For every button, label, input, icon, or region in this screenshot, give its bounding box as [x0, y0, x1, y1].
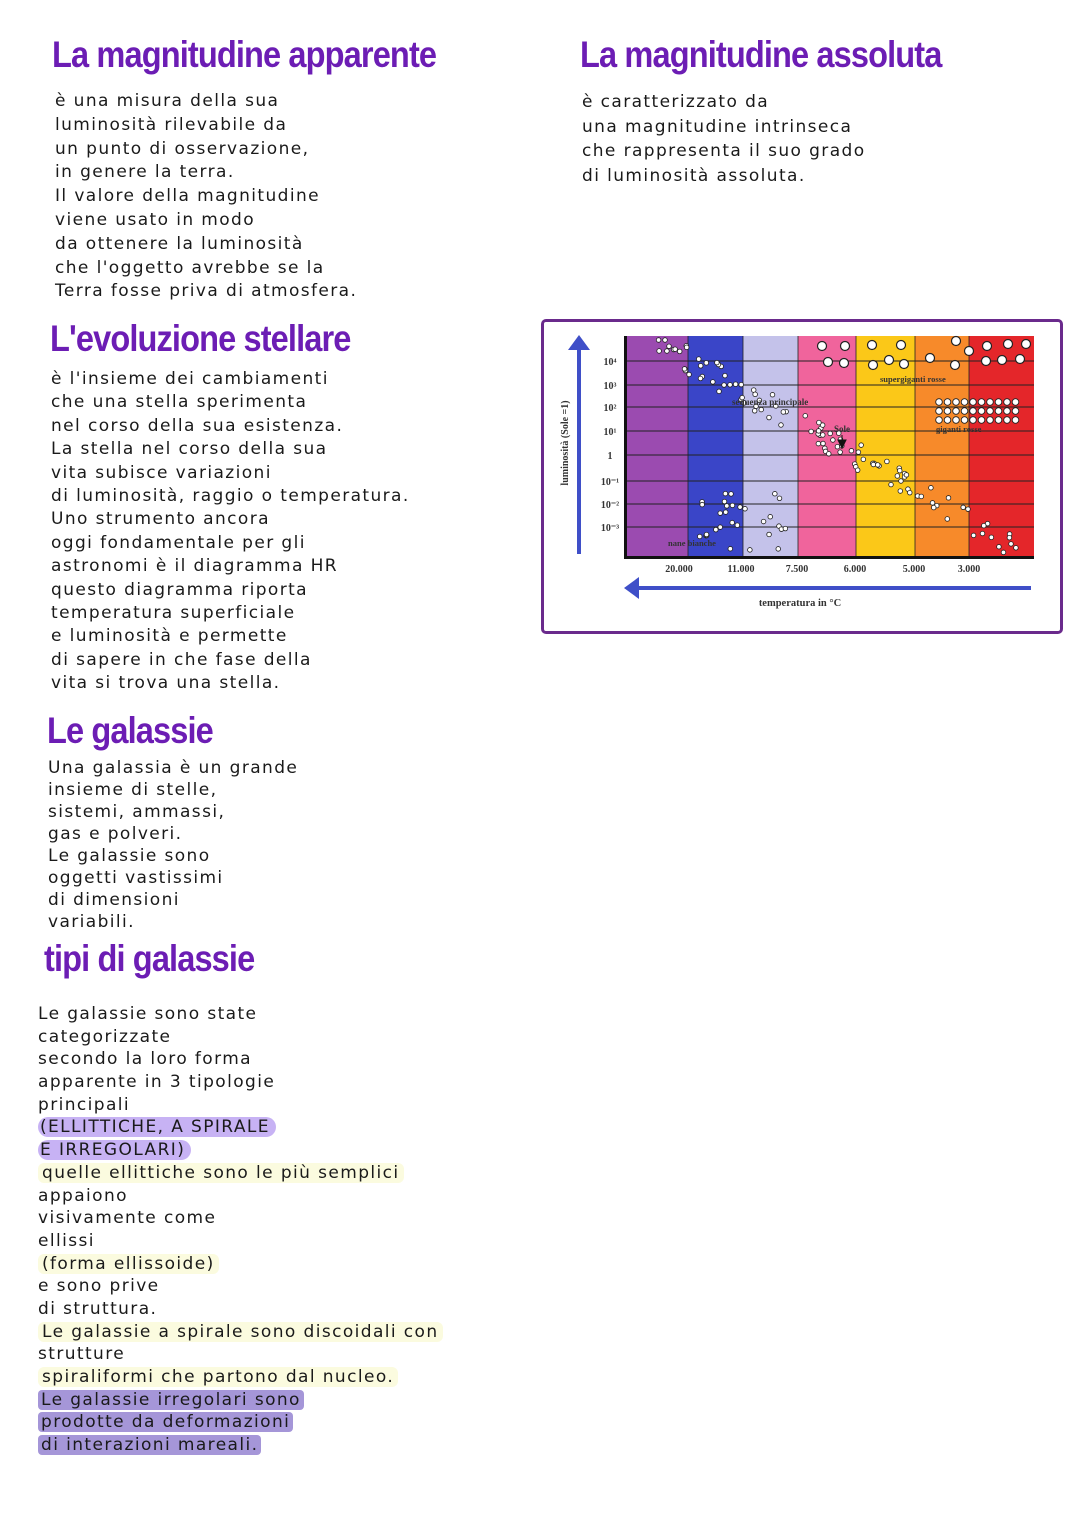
- heading-magnitudine-assoluta: La magnitudine assoluta: [580, 34, 942, 75]
- text-evoluzione-stellare: [51, 368, 410, 695]
- giant-star-dot: [978, 399, 985, 406]
- star-dot: [781, 410, 786, 415]
- text-line: [48, 911, 298, 933]
- supergiant-star-dot: [840, 359, 849, 368]
- y-tick-label: 10²: [603, 403, 617, 414]
- text-line-content: viene usato in modo: [55, 209, 256, 230]
- text-line: [38, 1389, 443, 1412]
- y-tick-label: 10⁻¹: [600, 477, 620, 488]
- star-dot: [783, 526, 788, 531]
- text-line-content: che l'oggetto avrebbe se la: [55, 257, 325, 278]
- text-line-content: sistemi, ammassi,: [48, 802, 226, 822]
- text-magnitudine-apparente: [55, 90, 357, 304]
- giant-star-dot: [1012, 408, 1019, 415]
- text-line-content: è caratterizzato da: [582, 92, 770, 112]
- star-dot: [828, 431, 833, 436]
- star-dot: [885, 459, 890, 464]
- text-line: [38, 1094, 443, 1117]
- text-line: [38, 1343, 443, 1366]
- text-line-content: categorizzate: [38, 1026, 172, 1047]
- text-line: [38, 1026, 443, 1049]
- star-dot: [673, 347, 678, 352]
- text-line: [55, 280, 357, 304]
- star-dot: [684, 345, 689, 350]
- star-dot: [945, 517, 950, 522]
- text-line: [38, 1048, 443, 1071]
- temperature-band: [969, 336, 1034, 558]
- text-line-content: apparente in 3 tipologie: [38, 1072, 276, 1093]
- text-line: [38, 1003, 443, 1026]
- supergiant-star-dot: [983, 342, 992, 351]
- text-line: [48, 801, 298, 823]
- star-dot: [724, 504, 729, 509]
- x-tick-label: 7.500: [785, 564, 809, 575]
- text-line: [51, 485, 410, 508]
- star-dot: [682, 367, 687, 372]
- star-dot: [743, 506, 748, 511]
- star-dot: [722, 499, 727, 504]
- text-line-content: da ottenere la luminosità: [55, 233, 304, 254]
- text-line-content: prodotte da deformazioni: [38, 1412, 293, 1432]
- star-dot: [767, 532, 772, 537]
- text-line: [38, 1321, 443, 1344]
- star-dot: [856, 450, 861, 455]
- star-dot: [735, 523, 740, 528]
- text-tipi-di-galassie: [38, 1003, 443, 1457]
- text-line: [38, 1116, 443, 1139]
- text-line-content: oggi fondamentale per gli: [51, 532, 306, 553]
- star-dot: [816, 429, 821, 434]
- text-line-content: quelle ellittiche sono le più semplici: [38, 1163, 404, 1183]
- text-line: [51, 625, 410, 648]
- x-tick-label: 3.000: [957, 564, 981, 575]
- text-line-content: (ELLITTICHE, A SPIRALE: [38, 1117, 276, 1137]
- text-line: [55, 161, 357, 185]
- star-dot: [997, 544, 1002, 549]
- label-sequenza-principale: sequenza principale: [732, 397, 809, 407]
- giant-star-dot: [1004, 408, 1011, 415]
- text-line-content: è una misura della sua: [55, 91, 280, 111]
- temperature-band: [856, 336, 915, 558]
- label-nane-bianche: nane bianche: [668, 538, 716, 548]
- y-tick-label: 10⁴: [603, 357, 617, 368]
- star-dot: [875, 463, 880, 468]
- text-line: [48, 779, 298, 801]
- star-dot: [733, 382, 738, 387]
- giant-star-dot: [987, 399, 994, 406]
- text-line: [55, 209, 357, 233]
- text-line-content: Una galassia è un grande: [48, 758, 299, 778]
- star-dot: [663, 338, 668, 343]
- hr-diagram-svg: [544, 322, 1060, 631]
- text-line: [38, 1230, 443, 1253]
- text-line-content: principali: [38, 1094, 131, 1115]
- x-tick-label: 11.000: [727, 564, 755, 575]
- star-dot: [777, 496, 782, 501]
- text-line: [51, 462, 410, 485]
- star-dot: [1014, 546, 1019, 551]
- text-line-content: Le galassie sono: [48, 846, 211, 866]
- text-line: [38, 1298, 443, 1321]
- star-dot: [761, 519, 766, 524]
- star-dot: [835, 444, 840, 449]
- x-axis-arrow-icon: [624, 577, 1031, 599]
- star-dot: [723, 510, 728, 515]
- text-line: [48, 867, 298, 889]
- text-line-content: vita subisce variazioni: [51, 462, 272, 483]
- text-line: [38, 1253, 443, 1276]
- star-dot: [715, 360, 720, 365]
- star-dot: [816, 441, 821, 446]
- text-line-content: un punto di osservazione,: [55, 138, 310, 159]
- text-line: [582, 90, 866, 115]
- text-line: [51, 555, 410, 578]
- text-line-content: astronomi è il diagramma HR: [51, 556, 338, 577]
- star-dot: [776, 547, 781, 552]
- text-line-content: Uno strumento ancora: [51, 509, 270, 530]
- text-line: [51, 391, 410, 414]
- x-tick-label: 20.000: [665, 564, 693, 575]
- text-line: [38, 1139, 443, 1162]
- heading-le-galassie: Le galassie: [47, 710, 213, 751]
- star-dot: [899, 479, 904, 484]
- star-dot: [929, 485, 934, 490]
- text-line: [582, 164, 866, 189]
- star-dot: [723, 491, 728, 496]
- giant-star-dot: [1012, 399, 1019, 406]
- star-dot: [714, 527, 719, 532]
- giant-star-dot: [978, 417, 985, 424]
- text-line-content: secondo la loro forma: [38, 1049, 252, 1070]
- text-line-content: di dimensioni: [48, 890, 180, 910]
- star-dot: [898, 489, 903, 494]
- supergiant-star-dot: [1004, 340, 1013, 349]
- text-line: [38, 1411, 443, 1434]
- giant-star-dot: [995, 408, 1002, 415]
- giant-star-dot: [961, 408, 968, 415]
- text-line: [51, 368, 410, 391]
- x-axis-label: temperatura in °C: [758, 598, 842, 609]
- giant-star-dot: [995, 417, 1002, 424]
- text-line: [51, 672, 410, 695]
- star-dot: [946, 496, 951, 501]
- text-line-content: e luminosità e permette: [51, 626, 288, 647]
- star-dot: [855, 468, 860, 473]
- text-line: [55, 114, 357, 138]
- text-line-content: di interazioni mareali.: [38, 1435, 261, 1455]
- text-line-content: Terra fosse priva di atmosfera.: [55, 281, 358, 302]
- text-line: [55, 233, 357, 257]
- star-dot: [821, 441, 826, 446]
- star-dot: [849, 448, 854, 453]
- star-dot: [752, 408, 757, 413]
- text-line: [55, 90, 357, 114]
- text-line-content: è l'insieme dei cambiamenti: [51, 369, 329, 389]
- star-dot: [722, 383, 727, 388]
- text-line: [48, 823, 298, 845]
- supergiant-star-dot: [824, 358, 833, 367]
- text-line: [51, 602, 410, 625]
- giant-star-dot: [953, 417, 960, 424]
- giant-star-dot: [1012, 417, 1019, 424]
- star-dot: [971, 533, 976, 538]
- text-line-content: visivamente come: [38, 1208, 217, 1229]
- supergiant-star-dot: [897, 341, 906, 350]
- star-dot: [1007, 535, 1012, 540]
- star-dot: [768, 514, 773, 519]
- star-dot: [696, 357, 701, 362]
- y-tick-label: 10³: [603, 381, 617, 392]
- text-line: [582, 115, 866, 140]
- giant-star-dot: [953, 408, 960, 415]
- temperature-band: [743, 336, 798, 558]
- giant-star-dot: [995, 399, 1002, 406]
- supergiant-star-dot: [982, 357, 991, 366]
- text-line: [38, 1071, 443, 1094]
- text-line: [38, 1207, 443, 1230]
- giant-star-dot: [936, 399, 943, 406]
- giant-star-dot: [936, 408, 943, 415]
- giant-star-dot: [970, 399, 977, 406]
- star-dot: [711, 380, 716, 385]
- star-dot: [826, 451, 831, 456]
- star-dot: [897, 468, 902, 473]
- text-line: [38, 1162, 443, 1185]
- text-line: [51, 415, 410, 438]
- star-dot: [859, 443, 864, 448]
- star-dot: [656, 338, 661, 343]
- giant-star-dot: [961, 399, 968, 406]
- heading-tipi-di-galassie: tipi di galassie: [44, 938, 255, 979]
- text-line: [51, 508, 410, 531]
- giant-star-dot: [987, 408, 994, 415]
- star-dot: [982, 523, 987, 528]
- star-dot: [728, 546, 733, 551]
- star-dot: [817, 420, 822, 425]
- text-line: [51, 438, 410, 461]
- star-dot: [738, 505, 743, 510]
- text-line-content: questo diagramma riporta: [51, 579, 308, 600]
- text-line-content: La stella nel corso della sua: [51, 439, 328, 460]
- text-le-galassie: [48, 757, 298, 933]
- text-line: [38, 1434, 443, 1457]
- hr-diagram: [541, 319, 1063, 634]
- text-line-content: strutture: [38, 1344, 126, 1365]
- text-line-content: Il valore della magnitudine: [55, 186, 320, 207]
- star-dot: [730, 520, 735, 525]
- star-dot: [718, 511, 723, 516]
- supergiant-star-dot: [1016, 355, 1025, 364]
- text-line-content: di struttura.: [38, 1298, 158, 1319]
- star-dot: [838, 450, 843, 455]
- star-dot: [907, 490, 912, 495]
- giant-star-dot: [944, 399, 951, 406]
- supergiant-star-dot: [900, 360, 909, 369]
- label-sole: Sole: [834, 424, 851, 434]
- star-dot: [980, 531, 985, 536]
- text-line: [48, 757, 298, 779]
- text-line-content: gas e polveri.: [48, 824, 183, 844]
- star-dot: [700, 502, 705, 507]
- supergiant-star-dot: [885, 356, 894, 365]
- y-tick-label: 10⁻²: [600, 500, 620, 511]
- star-dot: [895, 474, 900, 479]
- text-line: [51, 649, 410, 672]
- star-dot: [723, 373, 728, 378]
- star-dot: [759, 407, 764, 412]
- giant-star-dot: [944, 417, 951, 424]
- temperature-band: [626, 336, 688, 558]
- text-line-content: una magnitudine intrinseca: [582, 116, 853, 137]
- star-dot: [919, 494, 924, 499]
- star-dot: [966, 507, 971, 512]
- text-line: [55, 138, 357, 162]
- text-line-content: insieme di stelle,: [48, 780, 218, 800]
- text-line: [48, 889, 298, 911]
- text-line-content: di luminosità, raggio o temperatura.: [51, 485, 410, 506]
- text-line-content: Le galassie sono state: [38, 1004, 258, 1024]
- supergiant-star-dot: [841, 342, 850, 351]
- text-line-content: nel corso della sua esistenza.: [51, 415, 344, 436]
- giant-star-dot: [978, 408, 985, 415]
- supergiant-star-dot: [965, 347, 974, 356]
- star-dot: [687, 372, 692, 377]
- giant-star-dot: [970, 417, 977, 424]
- text-line: [38, 1366, 443, 1389]
- temperature-band: [915, 336, 969, 558]
- star-dot: [657, 349, 662, 354]
- star-dot: [961, 505, 966, 510]
- text-line: [48, 845, 298, 867]
- star-dot: [820, 433, 825, 438]
- text-line-content: temperatura superficiale: [51, 602, 296, 623]
- star-dot: [779, 423, 784, 428]
- supergiant-star-dot: [1022, 340, 1031, 349]
- heading-magnitudine-apparente: La magnitudine apparente: [52, 34, 437, 75]
- text-line: [55, 185, 357, 209]
- star-dot: [698, 363, 703, 368]
- text-line: [51, 532, 410, 555]
- y-tick-label: 10¹: [603, 427, 617, 438]
- giant-star-dot: [953, 399, 960, 406]
- text-line-content: spiraliformi che partono dal nucleo.: [38, 1367, 398, 1387]
- star-dot: [871, 462, 876, 467]
- text-line-content: in genere la terra.: [55, 162, 235, 183]
- text-line: [38, 1185, 443, 1208]
- text-magnitudine-assoluta: [582, 90, 866, 188]
- star-dot: [739, 382, 744, 387]
- giant-star-dot: [936, 417, 943, 424]
- star-dot: [831, 438, 836, 443]
- star-dot: [698, 376, 703, 381]
- text-line-content: E IRREGOLARI): [38, 1140, 191, 1160]
- star-dot: [889, 482, 894, 487]
- text-line: [55, 257, 357, 281]
- supergiant-star-dot: [998, 356, 1007, 365]
- star-dot: [667, 344, 672, 349]
- label-supergiganti-rosse: supergiganti rosse: [880, 374, 946, 384]
- star-dot: [728, 383, 733, 388]
- star-dot: [1009, 542, 1014, 547]
- star-dot: [704, 532, 709, 537]
- text-line-content: appaiono: [38, 1185, 128, 1206]
- text-line-content: vita si trova una stella.: [51, 673, 281, 694]
- star-dot: [730, 503, 735, 508]
- text-line-content: che una stella sperimenta: [51, 392, 308, 413]
- star-dot: [748, 548, 753, 553]
- supergiant-star-dot: [951, 361, 960, 370]
- giant-star-dot: [987, 417, 994, 424]
- star-dot: [704, 361, 709, 366]
- supergiant-star-dot: [818, 342, 827, 351]
- star-dot: [1001, 550, 1006, 555]
- star-dot: [931, 505, 936, 510]
- text-line-content: che rappresenta il suo grado: [582, 141, 866, 161]
- text-line-content: variabili.: [48, 912, 135, 932]
- y-tick-label: 10⁻³: [600, 523, 620, 534]
- heading-evoluzione-stellare: L'evoluzione stellare: [50, 318, 351, 359]
- text-line: [582, 139, 866, 164]
- y-axis-arrow-icon: [568, 335, 590, 554]
- text-line-content: Le galassie a spirale sono discoidali con: [38, 1322, 443, 1342]
- star-dot: [729, 492, 734, 497]
- text-line-content: di luminosità assoluta.: [582, 165, 806, 186]
- text-line-content: (forma ellissoide): [38, 1254, 219, 1274]
- giant-star-dot: [1004, 417, 1011, 424]
- giant-star-dot: [1004, 399, 1011, 406]
- supergiant-star-dot: [952, 337, 961, 346]
- text-line-content: e sono prive: [38, 1276, 160, 1297]
- text-line-content: ellissi: [38, 1230, 95, 1251]
- supergiant-star-dot: [868, 341, 877, 350]
- star-dot: [904, 473, 909, 478]
- star-dot: [665, 349, 670, 354]
- star-dot: [930, 501, 935, 506]
- text-line: [51, 579, 410, 602]
- text-line-content: oggetti vastissimi: [48, 868, 224, 888]
- supergiant-star-dot: [869, 361, 878, 370]
- star-dot: [861, 457, 866, 462]
- star-dot: [803, 413, 808, 418]
- y-axis-label: luminosità (Sole =1): [560, 400, 571, 486]
- label-giganti-rosse: giganti rosse: [936, 424, 982, 434]
- text-line-content: Le galassie irregolari sono: [38, 1390, 304, 1410]
- star-dot: [767, 415, 772, 420]
- x-tick-label: 6.000: [843, 564, 867, 575]
- text-line-content: di sapere in che fase della: [51, 649, 312, 670]
- y-tick-label: 1: [607, 451, 613, 462]
- star-dot: [809, 429, 814, 434]
- supergiant-star-dot: [926, 354, 935, 363]
- star-dot: [773, 491, 778, 496]
- giant-star-dot: [970, 408, 977, 415]
- star-dot: [753, 392, 758, 397]
- text-line: [38, 1275, 443, 1298]
- x-tick-label: 5.000: [902, 564, 926, 575]
- star-dot: [677, 349, 682, 354]
- text-line-content: luminosità rilevabile da: [55, 114, 288, 135]
- giant-star-dot: [944, 408, 951, 415]
- star-dot: [989, 535, 994, 540]
- star-dot: [718, 525, 723, 530]
- giant-star-dot: [961, 417, 968, 424]
- star-dot: [717, 389, 722, 394]
